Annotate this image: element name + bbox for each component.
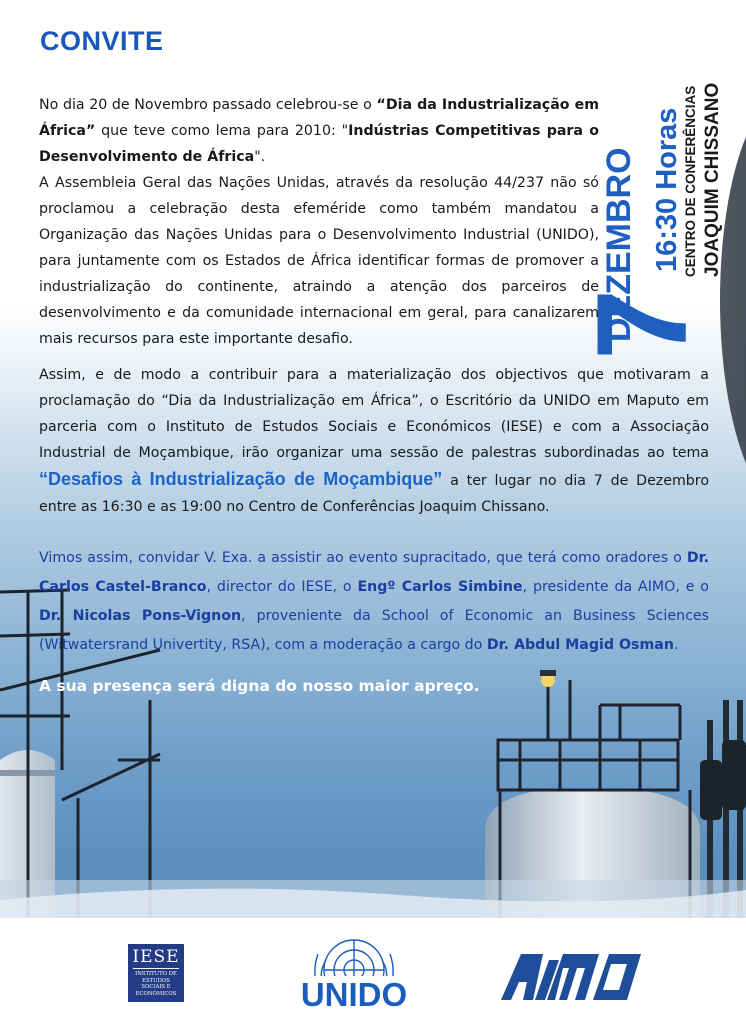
p4-text-g: , proveniente da School of Economic an Business Sciences (Witwatersrand Univertity, RSA), com a moderação a cargo do xyxy=(39,608,710,653)
event-date-banner xyxy=(571,22,728,360)
p3-theme: “Desafios à Industrialização de Moçambique” xyxy=(39,469,443,489)
p4-text-i: . xyxy=(673,637,679,653)
aimo-logo-text: aimo xyxy=(497,946,500,947)
closing-line: A sua presença será digna do nosso maior apreço. xyxy=(39,677,480,695)
aimo-logo-mark xyxy=(501,954,641,1000)
sponsor-logos xyxy=(0,918,746,1033)
p4-text-e: , presidente da AIMO, e o xyxy=(522,579,709,595)
p1-event-name: “Dia da Industrialização em África” xyxy=(39,97,599,139)
paragraph-4 xyxy=(39,544,709,660)
unido-logo-text: UNIDO xyxy=(300,976,408,1013)
invitation-title: CONVITE xyxy=(40,26,164,56)
aimo-logo xyxy=(497,946,645,1006)
speaker-2: Engº Carlos Simbine xyxy=(357,579,523,595)
p4-text-c: , director do IESE, o xyxy=(206,579,358,595)
p3-text-c: a ter lugar no dia 7 de Dezembro entre as 16:30 e as 19:00 no Centro de Conferências Joaquim Chissano. xyxy=(39,473,710,515)
iese-logo-subtitle: INSTITUTO DE ESTUDOS SOCIAIS E ECONÓMICOS xyxy=(135,971,177,997)
unido-logo xyxy=(296,932,412,1018)
p4-text-a: Vimos assim, convidar V. Exa. a assistir ao evento supracitado, que terá como oradores o xyxy=(39,550,687,566)
p1-motto: Indústrias Competitivas para o Desenvolvimento de África xyxy=(39,123,600,165)
paragraph-3-block xyxy=(39,362,709,520)
iese-logo xyxy=(128,944,184,1002)
banner-month: DEZEMBRO xyxy=(600,147,638,342)
intro-text xyxy=(39,92,599,352)
paragraph-4-block xyxy=(39,544,709,660)
paragraph-1 xyxy=(39,92,599,170)
speaker-1: Dr. Carlos Castel-Branco xyxy=(39,550,709,595)
banner-time: 16:30 Horas xyxy=(651,107,683,272)
p1-text-c: que teve como lema para 2010: " xyxy=(95,123,349,139)
iese-logo-text: IESE xyxy=(132,947,180,967)
paragraph-2: A Assembleia Geral das Nações Unidas, através da resolução 44/237 não só proclamou a celebração desta efeméride como também mandatou a Organização das Nações Unidas para o Desenvolvimento Industrial (UNIDO), para juntamente com os Estados de África identificar formas de promover a industrialização do continente, atraindo a atenção dos parceiros de desenvolvimento e da comunidade internacional em geral, para canalizarem mais recursos para este importante desafio. xyxy=(39,175,599,347)
speaker-3: Dr. Nicolas Pons-Vignon xyxy=(39,608,242,624)
moderator: Dr. Abdul Magid Osman xyxy=(486,637,674,653)
p1-text-a: No dia 20 de Novembro passado celebrou-se o xyxy=(39,97,377,113)
banner-day: 7 xyxy=(571,288,714,360)
p3-text-a: Assim, e de modo a contribuir para a materialização dos objectivos que motivaram a proclamação do “Dia da Industrialização em África”, o Escritório da UNIDO em Maputo em parceria com o Instituto de Estudos Sociais e Económicos (IESE) e com a Associação Industrial de Moçambique, irão organizar uma sessão de palestras subordinadas ao tema xyxy=(39,367,709,461)
banner-venue-line2: JOAQUIM CHISSANO xyxy=(702,82,723,277)
paragraph-3 xyxy=(39,362,709,520)
banner-venue-line1: CENTRO DE CONFERÊNCIAS xyxy=(683,85,698,277)
p1-text-e: ". xyxy=(254,149,266,165)
